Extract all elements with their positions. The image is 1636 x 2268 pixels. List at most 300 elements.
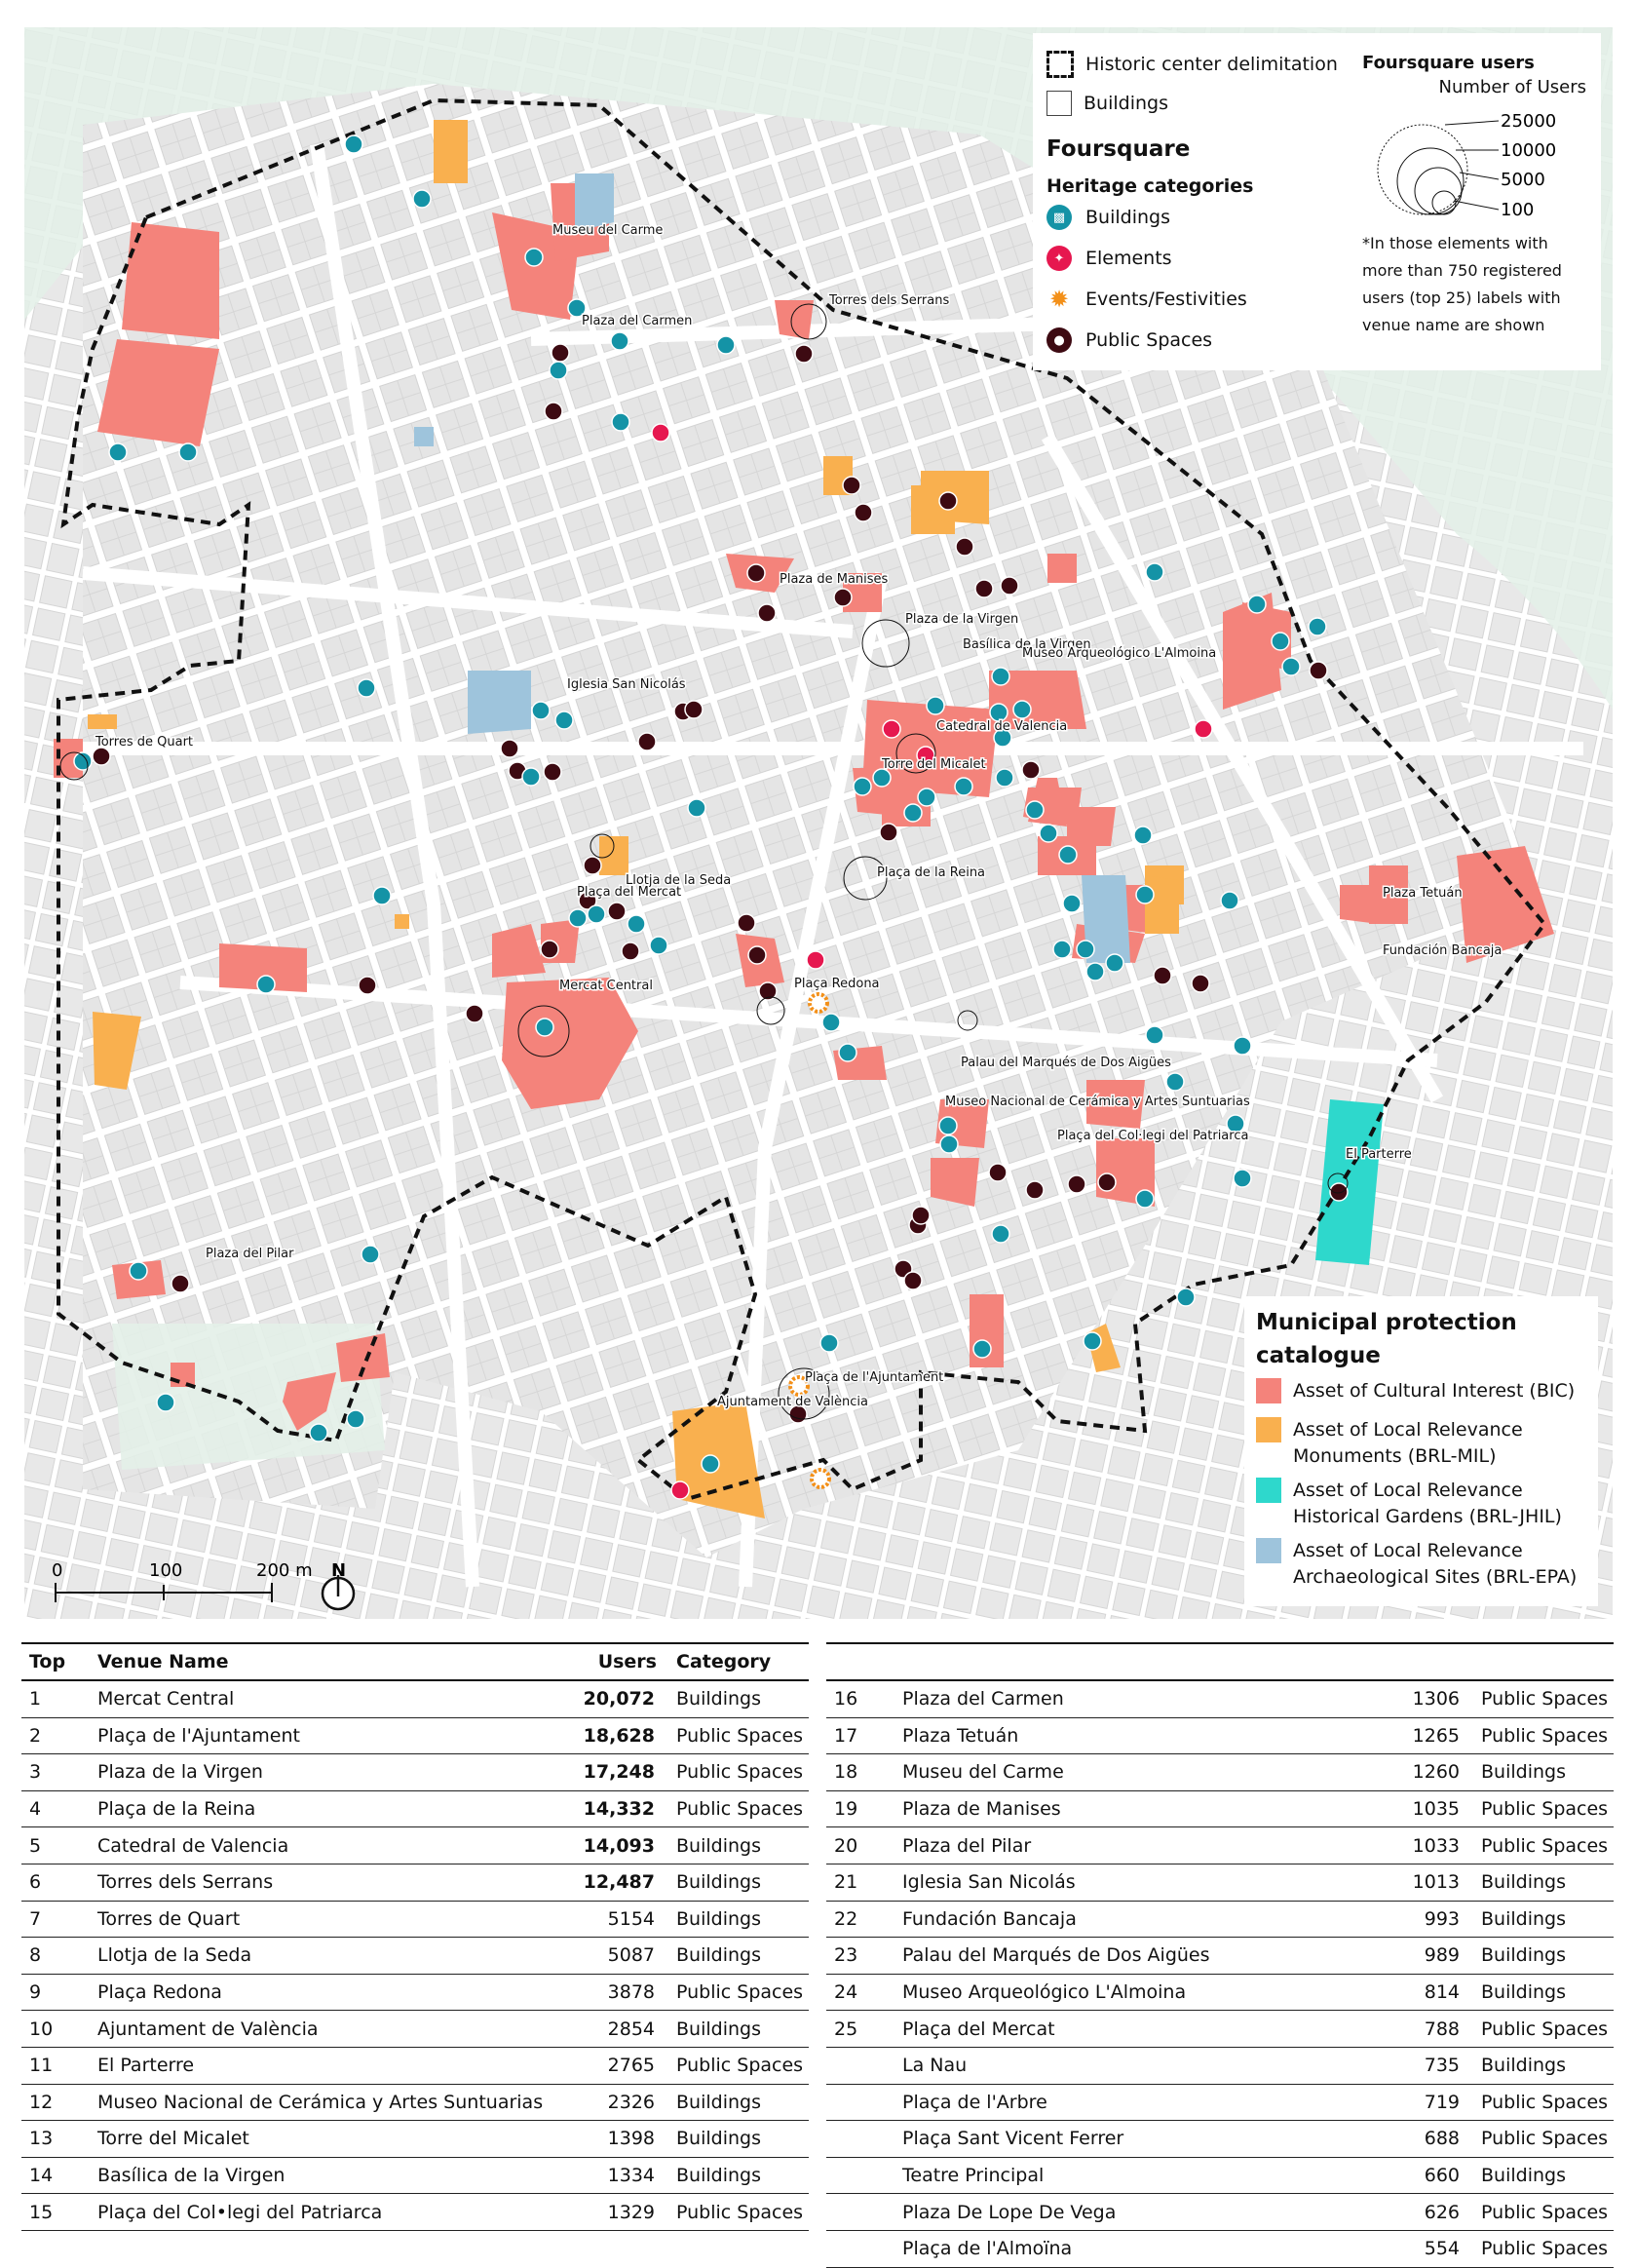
poi-marker-icon[interactable] bbox=[555, 711, 573, 729]
poi-marker-icon[interactable] bbox=[685, 701, 703, 718]
category-cell: Public Spaces bbox=[1473, 1827, 1614, 1864]
top-cell: 24 bbox=[826, 1974, 894, 2011]
top-cell: 12 bbox=[21, 2084, 90, 2121]
catalogue-title bbox=[1256, 1306, 1598, 1372]
users-cell: 2326 bbox=[576, 2084, 668, 2121]
buildings-icon: ▩ bbox=[1046, 205, 1072, 230]
category-cell: Buildings bbox=[668, 2011, 809, 2048]
map-venue-label: Basílica de la Virgen bbox=[963, 637, 1091, 652]
poi-marker-icon[interactable] bbox=[747, 564, 765, 582]
venue-cell: Basílica de la Virgen bbox=[90, 2157, 576, 2194]
mil-label-2: Monuments (BRL-MIL) bbox=[1293, 1445, 1497, 1467]
top-cell: 2 bbox=[21, 1717, 90, 1754]
legend-top bbox=[1033, 33, 1601, 370]
user-size-circles bbox=[1362, 99, 1596, 216]
venue-cell: Plaça de l'Arbre bbox=[894, 2084, 1395, 2121]
top-cell: 1 bbox=[21, 1680, 90, 1717]
legend-cat-elements: Elements bbox=[1085, 248, 1172, 269]
poi-marker-icon[interactable] bbox=[1013, 701, 1031, 718]
map-venue-label: Plaza de Manises bbox=[780, 572, 889, 587]
table-row bbox=[21, 2011, 809, 2048]
users-cell: 688 bbox=[1395, 2121, 1473, 2158]
poi-marker-icon[interactable] bbox=[1309, 618, 1326, 635]
users-cell: 554 bbox=[1395, 2230, 1473, 2267]
venue-cell: Torres de Quart bbox=[90, 1901, 576, 1938]
poi-marker-icon[interactable] bbox=[688, 799, 705, 817]
venue-cell: Plaza Tetuán bbox=[894, 1717, 1395, 1754]
poi-marker-icon[interactable] bbox=[157, 1394, 174, 1411]
poi-marker-icon[interactable] bbox=[904, 804, 922, 822]
category-cell: Public Spaces bbox=[1473, 2121, 1614, 2158]
map-venue-label: Plaça del Col·legi del Patriarca bbox=[1057, 1129, 1249, 1143]
poi-marker-icon[interactable] bbox=[1177, 1288, 1195, 1306]
map-venue-label: Plaça de la Reina bbox=[877, 865, 986, 880]
top-cell: 8 bbox=[21, 1938, 90, 1975]
poi-marker-icon[interactable] bbox=[1026, 1181, 1044, 1199]
poi-marker-icon[interactable] bbox=[927, 697, 944, 714]
poi-marker-icon[interactable] bbox=[359, 977, 376, 994]
table-row bbox=[21, 1827, 809, 1864]
poi-marker-icon[interactable] bbox=[822, 1014, 840, 1031]
top-cell bbox=[826, 2230, 894, 2267]
epa-label-1: Asset of Local Relevance bbox=[1293, 1540, 1523, 1561]
users-cell: 5087 bbox=[576, 1938, 668, 1975]
north-label: N bbox=[331, 1560, 347, 1581]
category-cell: Buildings bbox=[668, 2121, 809, 2158]
poi-marker-icon[interactable] bbox=[171, 1275, 189, 1292]
header-top: Top bbox=[21, 1643, 90, 1680]
boundary-swatch-icon bbox=[1046, 51, 1074, 78]
poi-marker-icon[interactable] bbox=[358, 679, 375, 697]
table-row bbox=[826, 2194, 1614, 2231]
users-cell: 14,332 bbox=[576, 1790, 668, 1827]
top-cell bbox=[826, 2194, 894, 2231]
venue-cell: Llotja de la Seda bbox=[90, 1938, 576, 1975]
poi-marker-icon[interactable] bbox=[413, 190, 431, 208]
category-cell: Public Spaces bbox=[1473, 1717, 1614, 1754]
venue-cell: Museu del Carme bbox=[894, 1754, 1395, 1791]
venue-cell: Ajuntament de València bbox=[90, 2011, 576, 2048]
venue-cell: Palau del Marqués de Dos Aigües bbox=[894, 1938, 1395, 1975]
category-cell: Buildings bbox=[668, 2157, 809, 2194]
users-cell: 1033 bbox=[1395, 1827, 1473, 1864]
legend-cat-buildings: Buildings bbox=[1085, 207, 1170, 228]
venue-cell: Plaza del Carmen bbox=[894, 1680, 1395, 1717]
poi-marker-icon[interactable] bbox=[992, 1225, 1009, 1243]
poi-marker-icon[interactable] bbox=[1084, 1332, 1101, 1350]
poi-marker-icon[interactable] bbox=[550, 362, 567, 379]
poi-marker-icon[interactable] bbox=[807, 951, 824, 969]
poi-marker-icon[interactable] bbox=[1098, 1173, 1116, 1191]
catalogue-title-2: catalogue bbox=[1256, 1343, 1381, 1368]
poi-marker-icon[interactable] bbox=[918, 788, 935, 806]
table-row bbox=[826, 2011, 1614, 2048]
map-venue-label: Palau del Marqués de Dos Aigües bbox=[961, 1056, 1171, 1070]
users-cell: 660 bbox=[1395, 2157, 1473, 2194]
venue-cell: Iglesia San Nicolás bbox=[894, 1864, 1395, 1901]
poi-marker-icon[interactable] bbox=[955, 778, 972, 795]
top-cell: 19 bbox=[826, 1790, 894, 1827]
category-cell: Public Spaces bbox=[1473, 2011, 1614, 2048]
users-cell: 814 bbox=[1395, 1974, 1473, 2011]
poi-marker-icon[interactable] bbox=[940, 1135, 958, 1153]
users-cell: 17,248 bbox=[576, 1754, 668, 1791]
poi-marker-icon[interactable] bbox=[996, 769, 1013, 787]
users-cell: 14,093 bbox=[576, 1827, 668, 1864]
category-cell: Public Spaces bbox=[668, 1717, 809, 1754]
venue-cell: Plaça de la Reina bbox=[90, 1790, 576, 1827]
users-cell: 1329 bbox=[576, 2194, 668, 2231]
category-cell: Buildings bbox=[1473, 1754, 1614, 1791]
users-level-100: 100 bbox=[1501, 200, 1535, 216]
users-cell: 1265 bbox=[1395, 1717, 1473, 1754]
poi-marker-icon[interactable] bbox=[310, 1424, 327, 1442]
bic-swatch bbox=[1256, 1378, 1281, 1403]
table-row bbox=[826, 1754, 1614, 1791]
poi-marker-icon[interactable] bbox=[738, 914, 755, 932]
map-venue-label: Torre del Micalet bbox=[882, 757, 986, 772]
scale-0: 0 bbox=[52, 1560, 63, 1581]
category-cell: Public Spaces bbox=[668, 1974, 809, 2011]
header-category: Category bbox=[668, 1643, 809, 1680]
table-row bbox=[826, 2230, 1614, 2267]
top-cell: 5 bbox=[21, 1827, 90, 1864]
venue-cell: Torres dels Serrans bbox=[90, 1864, 576, 1901]
jhil-label-1: Asset of Local Relevance bbox=[1293, 1480, 1523, 1501]
poi-marker-icon[interactable] bbox=[361, 1246, 379, 1263]
poi-marker-icon[interactable] bbox=[345, 135, 362, 153]
users-cell: 5154 bbox=[576, 1901, 668, 1938]
top-cell: 3 bbox=[21, 1754, 90, 1791]
legend-cat-public: Public Spaces bbox=[1085, 329, 1213, 351]
poi-marker-icon[interactable] bbox=[257, 976, 275, 993]
poi-marker-icon[interactable] bbox=[748, 946, 766, 964]
table-row bbox=[21, 1717, 809, 1754]
poi-marker-icon[interactable] bbox=[834, 589, 852, 606]
poi-marker-icon[interactable] bbox=[904, 1272, 922, 1289]
category-cell: Public Spaces bbox=[1473, 1790, 1614, 1827]
poi-marker-icon[interactable] bbox=[702, 1455, 719, 1473]
top-cell bbox=[826, 2084, 894, 2121]
poi-marker-icon[interactable] bbox=[1310, 662, 1327, 679]
users-cell: 989 bbox=[1395, 1938, 1473, 1975]
legend-foursquare: Foursquare bbox=[1046, 136, 1191, 162]
users-cell: 20,072 bbox=[576, 1680, 668, 1717]
legend-note bbox=[1362, 230, 1596, 339]
poi-marker-icon[interactable] bbox=[532, 702, 550, 719]
table-row bbox=[826, 1790, 1614, 1827]
table-row bbox=[21, 2194, 809, 2231]
jhil-label-2: Historical Gardens (BRL-JHIL) bbox=[1293, 1506, 1562, 1527]
top-cell: 17 bbox=[826, 1717, 894, 1754]
map-venue-label: Museo Nacional de Cerámica y Artes Suntuarias bbox=[945, 1095, 1250, 1109]
poi-marker-icon[interactable] bbox=[1022, 761, 1040, 779]
poi-marker-icon[interactable] bbox=[1192, 975, 1209, 992]
poi-marker-icon[interactable] bbox=[758, 604, 776, 622]
poi-marker-icon[interactable] bbox=[1221, 892, 1238, 909]
poi-marker-icon[interactable] bbox=[956, 538, 973, 556]
legend-buildings: Buildings bbox=[1084, 93, 1168, 114]
map-venue-label: Plaza Tetuán bbox=[1383, 886, 1463, 901]
poi-marker-icon[interactable] bbox=[1272, 633, 1289, 650]
venue-cell: Plaza De Lope De Vega bbox=[894, 2194, 1395, 2231]
poi-marker-icon[interactable] bbox=[843, 477, 860, 494]
map-venue-label: Museo Arqueológico L'Almoina bbox=[1022, 646, 1217, 661]
top-cell: 7 bbox=[21, 1901, 90, 1938]
top-cell: 18 bbox=[826, 1754, 894, 1791]
venue-cell: Plaça de l'Almoïna bbox=[894, 2230, 1395, 2267]
legend-historic: Historic center delimitation bbox=[1085, 54, 1338, 75]
table-row bbox=[826, 1901, 1614, 1938]
table-row bbox=[826, 1717, 1614, 1754]
poi-marker-icon[interactable] bbox=[1234, 1170, 1251, 1187]
poi-marker-icon[interactable] bbox=[545, 403, 562, 420]
poi-marker-icon[interactable] bbox=[1053, 941, 1071, 958]
top-cell: 23 bbox=[826, 1938, 894, 1975]
users-cell: 1306 bbox=[1395, 1680, 1473, 1717]
poi-marker-icon[interactable] bbox=[611, 332, 628, 350]
poi-marker-icon[interactable] bbox=[1059, 846, 1077, 864]
poi-marker-icon[interactable] bbox=[109, 443, 127, 461]
poi-marker-icon[interactable] bbox=[466, 1005, 483, 1022]
map-venue-label: Museu del Carme bbox=[552, 223, 664, 238]
users-cell: 12,487 bbox=[576, 1864, 668, 1901]
table-row bbox=[21, 2121, 809, 2158]
poi-marker-icon[interactable] bbox=[1146, 1026, 1163, 1044]
users-cell: 993 bbox=[1395, 1901, 1473, 1938]
top-cell: 15 bbox=[21, 2194, 90, 2231]
poi-marker-icon[interactable] bbox=[883, 720, 900, 738]
poi-marker-icon[interactable] bbox=[820, 1334, 838, 1352]
category-cell: Public Spaces bbox=[1473, 2230, 1614, 2267]
category-cell: Public Spaces bbox=[668, 1790, 809, 1827]
poi-marker-icon[interactable] bbox=[795, 345, 813, 363]
top-cell: 13 bbox=[21, 2121, 90, 2158]
poi-marker-icon[interactable] bbox=[622, 942, 639, 960]
category-cell: Buildings bbox=[668, 1680, 809, 1717]
venue-cell: Mercat Central bbox=[90, 1680, 576, 1717]
category-cell: Public Spaces bbox=[668, 2194, 809, 2231]
users-cell: 18,628 bbox=[576, 1717, 668, 1754]
poi-marker-icon[interactable] bbox=[671, 1481, 689, 1499]
note-line-2: more than 750 registered bbox=[1362, 261, 1562, 280]
poi-marker-icon[interactable] bbox=[501, 740, 518, 757]
table-header-row bbox=[21, 1643, 809, 1680]
category-cell: Buildings bbox=[668, 1864, 809, 1901]
category-cell: Buildings bbox=[668, 2084, 809, 2121]
category-cell: Public Spaces bbox=[1473, 1680, 1614, 1717]
map-venue-label: Iglesia San Nicolás bbox=[567, 677, 686, 692]
legend-users-sub: Number of Users bbox=[1438, 77, 1586, 97]
public-spaces-icon: ● bbox=[1046, 327, 1072, 353]
poi-marker-icon[interactable] bbox=[854, 778, 871, 795]
top-cell bbox=[826, 2157, 894, 2194]
scale-200: 200 m bbox=[256, 1560, 313, 1581]
map-venue-label: Plaça del Mercat bbox=[577, 885, 682, 900]
venue-cell: Teatre Principal bbox=[894, 2157, 1395, 2194]
top-cell bbox=[826, 2121, 894, 2158]
venue-cell: Plaça Redona bbox=[90, 1974, 576, 2011]
poi-marker-icon[interactable] bbox=[989, 1164, 1007, 1181]
poi-marker-icon[interactable] bbox=[650, 937, 667, 954]
poi-marker-icon[interactable] bbox=[1136, 1190, 1154, 1208]
category-cell: Buildings bbox=[1473, 2157, 1614, 2194]
poi-marker-icon[interactable] bbox=[1282, 658, 1300, 675]
poi-marker-icon[interactable] bbox=[179, 443, 197, 461]
map-venue-label: Plaça Redona bbox=[794, 977, 880, 991]
poi-marker-icon[interactable] bbox=[1077, 941, 1094, 958]
poi-marker-icon[interactable] bbox=[588, 905, 605, 923]
poi-marker-icon[interactable] bbox=[1146, 563, 1163, 581]
map-venue-label: Plaça de l'Ajuntament bbox=[805, 1370, 944, 1385]
top-cell: 11 bbox=[21, 2047, 90, 2084]
users-level-25000: 25000 bbox=[1501, 111, 1557, 132]
poi-marker-icon[interactable] bbox=[522, 768, 540, 786]
poi-marker-icon[interactable] bbox=[628, 915, 645, 933]
poi-marker-icon[interactable] bbox=[584, 857, 601, 874]
venue-cell: Plaça del Col•legi del Patriarca bbox=[90, 2194, 576, 2231]
venue-cell: El Parterre bbox=[90, 2047, 576, 2084]
poi-marker-icon[interactable] bbox=[1166, 1073, 1184, 1091]
venue-cell: Plaça de l'Ajuntament bbox=[90, 1717, 576, 1754]
poi-marker-icon[interactable] bbox=[1136, 886, 1154, 903]
poi-marker-icon[interactable] bbox=[536, 1019, 553, 1036]
table-row bbox=[21, 2084, 809, 2121]
top-cell: 21 bbox=[826, 1864, 894, 1901]
top-cell: 4 bbox=[21, 1790, 90, 1827]
poi-marker-icon[interactable] bbox=[652, 424, 669, 442]
bic-label: Asset of Cultural Interest (BIC) bbox=[1293, 1380, 1576, 1402]
users-cell: 788 bbox=[1395, 2011, 1473, 2048]
events-icon: ✹ bbox=[1046, 287, 1072, 312]
category-cell: Buildings bbox=[1473, 2047, 1614, 2084]
venue-cell: Museo Nacional de Cerámica y Artes Suntuarias bbox=[90, 2084, 576, 2121]
top-cell: 25 bbox=[826, 2011, 894, 2048]
category-cell: Public Spaces bbox=[1473, 2084, 1614, 2121]
poi-marker-icon[interactable] bbox=[1063, 895, 1081, 912]
poi-marker-icon[interactable] bbox=[608, 903, 626, 920]
poi-marker-icon[interactable] bbox=[1154, 967, 1171, 984]
poi-marker-icon[interactable] bbox=[569, 909, 587, 927]
poi-marker-icon[interactable] bbox=[880, 824, 897, 841]
venue-cell: Plaza de la Virgen bbox=[90, 1754, 576, 1791]
category-cell: Buildings bbox=[668, 1827, 809, 1864]
poi-marker-icon[interactable] bbox=[1026, 801, 1044, 819]
users-cell: 1035 bbox=[1395, 1790, 1473, 1827]
users-cell: 719 bbox=[1395, 2084, 1473, 2121]
poi-marker-icon[interactable] bbox=[347, 1410, 364, 1428]
poi-marker-icon[interactable] bbox=[552, 344, 569, 362]
jhil-swatch bbox=[1256, 1478, 1281, 1503]
poi-marker-icon[interactable] bbox=[839, 1044, 856, 1061]
users-cell: 1260 bbox=[1395, 1754, 1473, 1791]
poi-marker-icon[interactable] bbox=[541, 941, 558, 958]
poi-marker-icon[interactable] bbox=[638, 733, 656, 750]
users-cell: 735 bbox=[1395, 2047, 1473, 2084]
top-cell: 22 bbox=[826, 1901, 894, 1938]
poi-marker-icon[interactable] bbox=[1068, 1175, 1085, 1193]
venue-cell: Plaza de Manises bbox=[894, 1790, 1395, 1827]
category-cell: Public Spaces bbox=[668, 2047, 809, 2084]
table-row bbox=[826, 1680, 1614, 1717]
poi-marker-icon[interactable] bbox=[373, 887, 391, 904]
category-cell: Public Spaces bbox=[668, 1754, 809, 1791]
poi-marker-icon[interactable] bbox=[1086, 963, 1104, 980]
legend-heritage-title: Heritage categories bbox=[1046, 175, 1254, 197]
map-venue-label: Catedral de Valencia bbox=[936, 719, 1068, 734]
poi-marker-icon[interactable] bbox=[855, 504, 872, 521]
users-cell: 626 bbox=[1395, 2194, 1473, 2231]
note-line-3: users (top 25) labels with bbox=[1362, 288, 1561, 307]
map-venue-label: El Parterre bbox=[1346, 1147, 1412, 1162]
poi-marker-icon[interactable] bbox=[992, 668, 1009, 685]
scale-100: 100 bbox=[149, 1560, 183, 1581]
poi-marker-icon[interactable] bbox=[912, 1207, 930, 1224]
table-row bbox=[21, 1974, 809, 2011]
poi-marker-icon[interactable] bbox=[525, 249, 543, 266]
elements-icon: ✦ bbox=[1046, 246, 1072, 271]
map-venue-label: Fundación Bancaja bbox=[1383, 943, 1503, 958]
table-row bbox=[21, 1864, 809, 1901]
poi-marker-icon[interactable] bbox=[939, 1117, 957, 1134]
header-users: Users bbox=[576, 1643, 668, 1680]
table-row bbox=[826, 1827, 1614, 1864]
table-row bbox=[21, 1790, 809, 1827]
header-venue: Venue Name bbox=[90, 1643, 576, 1680]
venue-cell: Torre del Micalet bbox=[90, 2121, 576, 2158]
map-venue-label: Ajuntament de València bbox=[717, 1395, 868, 1409]
table-row bbox=[826, 2084, 1614, 2121]
users-cell: 1334 bbox=[576, 2157, 668, 2194]
legend-catalogue bbox=[1244, 1296, 1598, 1606]
poi-marker-icon[interactable] bbox=[1234, 1037, 1251, 1055]
poi-marker-icon[interactable] bbox=[939, 492, 957, 510]
poi-marker-icon[interactable] bbox=[717, 336, 735, 354]
poi-marker-icon[interactable] bbox=[93, 748, 110, 765]
top-cell: 20 bbox=[826, 1827, 894, 1864]
table-row bbox=[826, 2047, 1614, 2084]
venue-cell: Plaça Sant Vicent Ferrer bbox=[894, 2121, 1395, 2158]
note-line-1: *In those elements with bbox=[1362, 234, 1548, 252]
poi-marker-icon[interactable] bbox=[1001, 577, 1018, 595]
poi-marker-icon[interactable] bbox=[812, 1470, 829, 1487]
poi-marker-icon[interactable] bbox=[1195, 720, 1212, 738]
category-cell: Public Spaces bbox=[1473, 2194, 1614, 2231]
poi-marker-icon[interactable] bbox=[810, 994, 827, 1012]
category-cell: Buildings bbox=[1473, 1864, 1614, 1901]
buildings-swatch-icon bbox=[1046, 91, 1072, 116]
poi-marker-icon[interactable] bbox=[1134, 826, 1152, 844]
table-row bbox=[826, 1938, 1614, 1975]
map-venue-label: Torres de Quart bbox=[95, 735, 194, 750]
poi-marker-icon[interactable] bbox=[1106, 954, 1123, 972]
venue-cell: Catedral de Valencia bbox=[90, 1827, 576, 1864]
poi-marker-icon[interactable] bbox=[1040, 825, 1057, 842]
top-cell: 16 bbox=[826, 1680, 894, 1717]
category-cell: Buildings bbox=[1473, 1974, 1614, 2011]
map-venue-label: Plaza del Pilar bbox=[206, 1247, 294, 1261]
table-row bbox=[21, 1754, 809, 1791]
top-cell: 9 bbox=[21, 1974, 90, 2011]
poi-marker-icon[interactable] bbox=[975, 580, 993, 597]
poi-marker-icon[interactable] bbox=[544, 763, 561, 781]
poi-marker-icon[interactable] bbox=[973, 1340, 991, 1358]
epa-swatch bbox=[1256, 1538, 1281, 1563]
users-cell: 1013 bbox=[1395, 1864, 1473, 1901]
poi-marker-icon[interactable] bbox=[612, 413, 629, 431]
poi-marker-icon[interactable] bbox=[1248, 596, 1266, 613]
poi-marker-icon[interactable] bbox=[130, 1262, 147, 1280]
